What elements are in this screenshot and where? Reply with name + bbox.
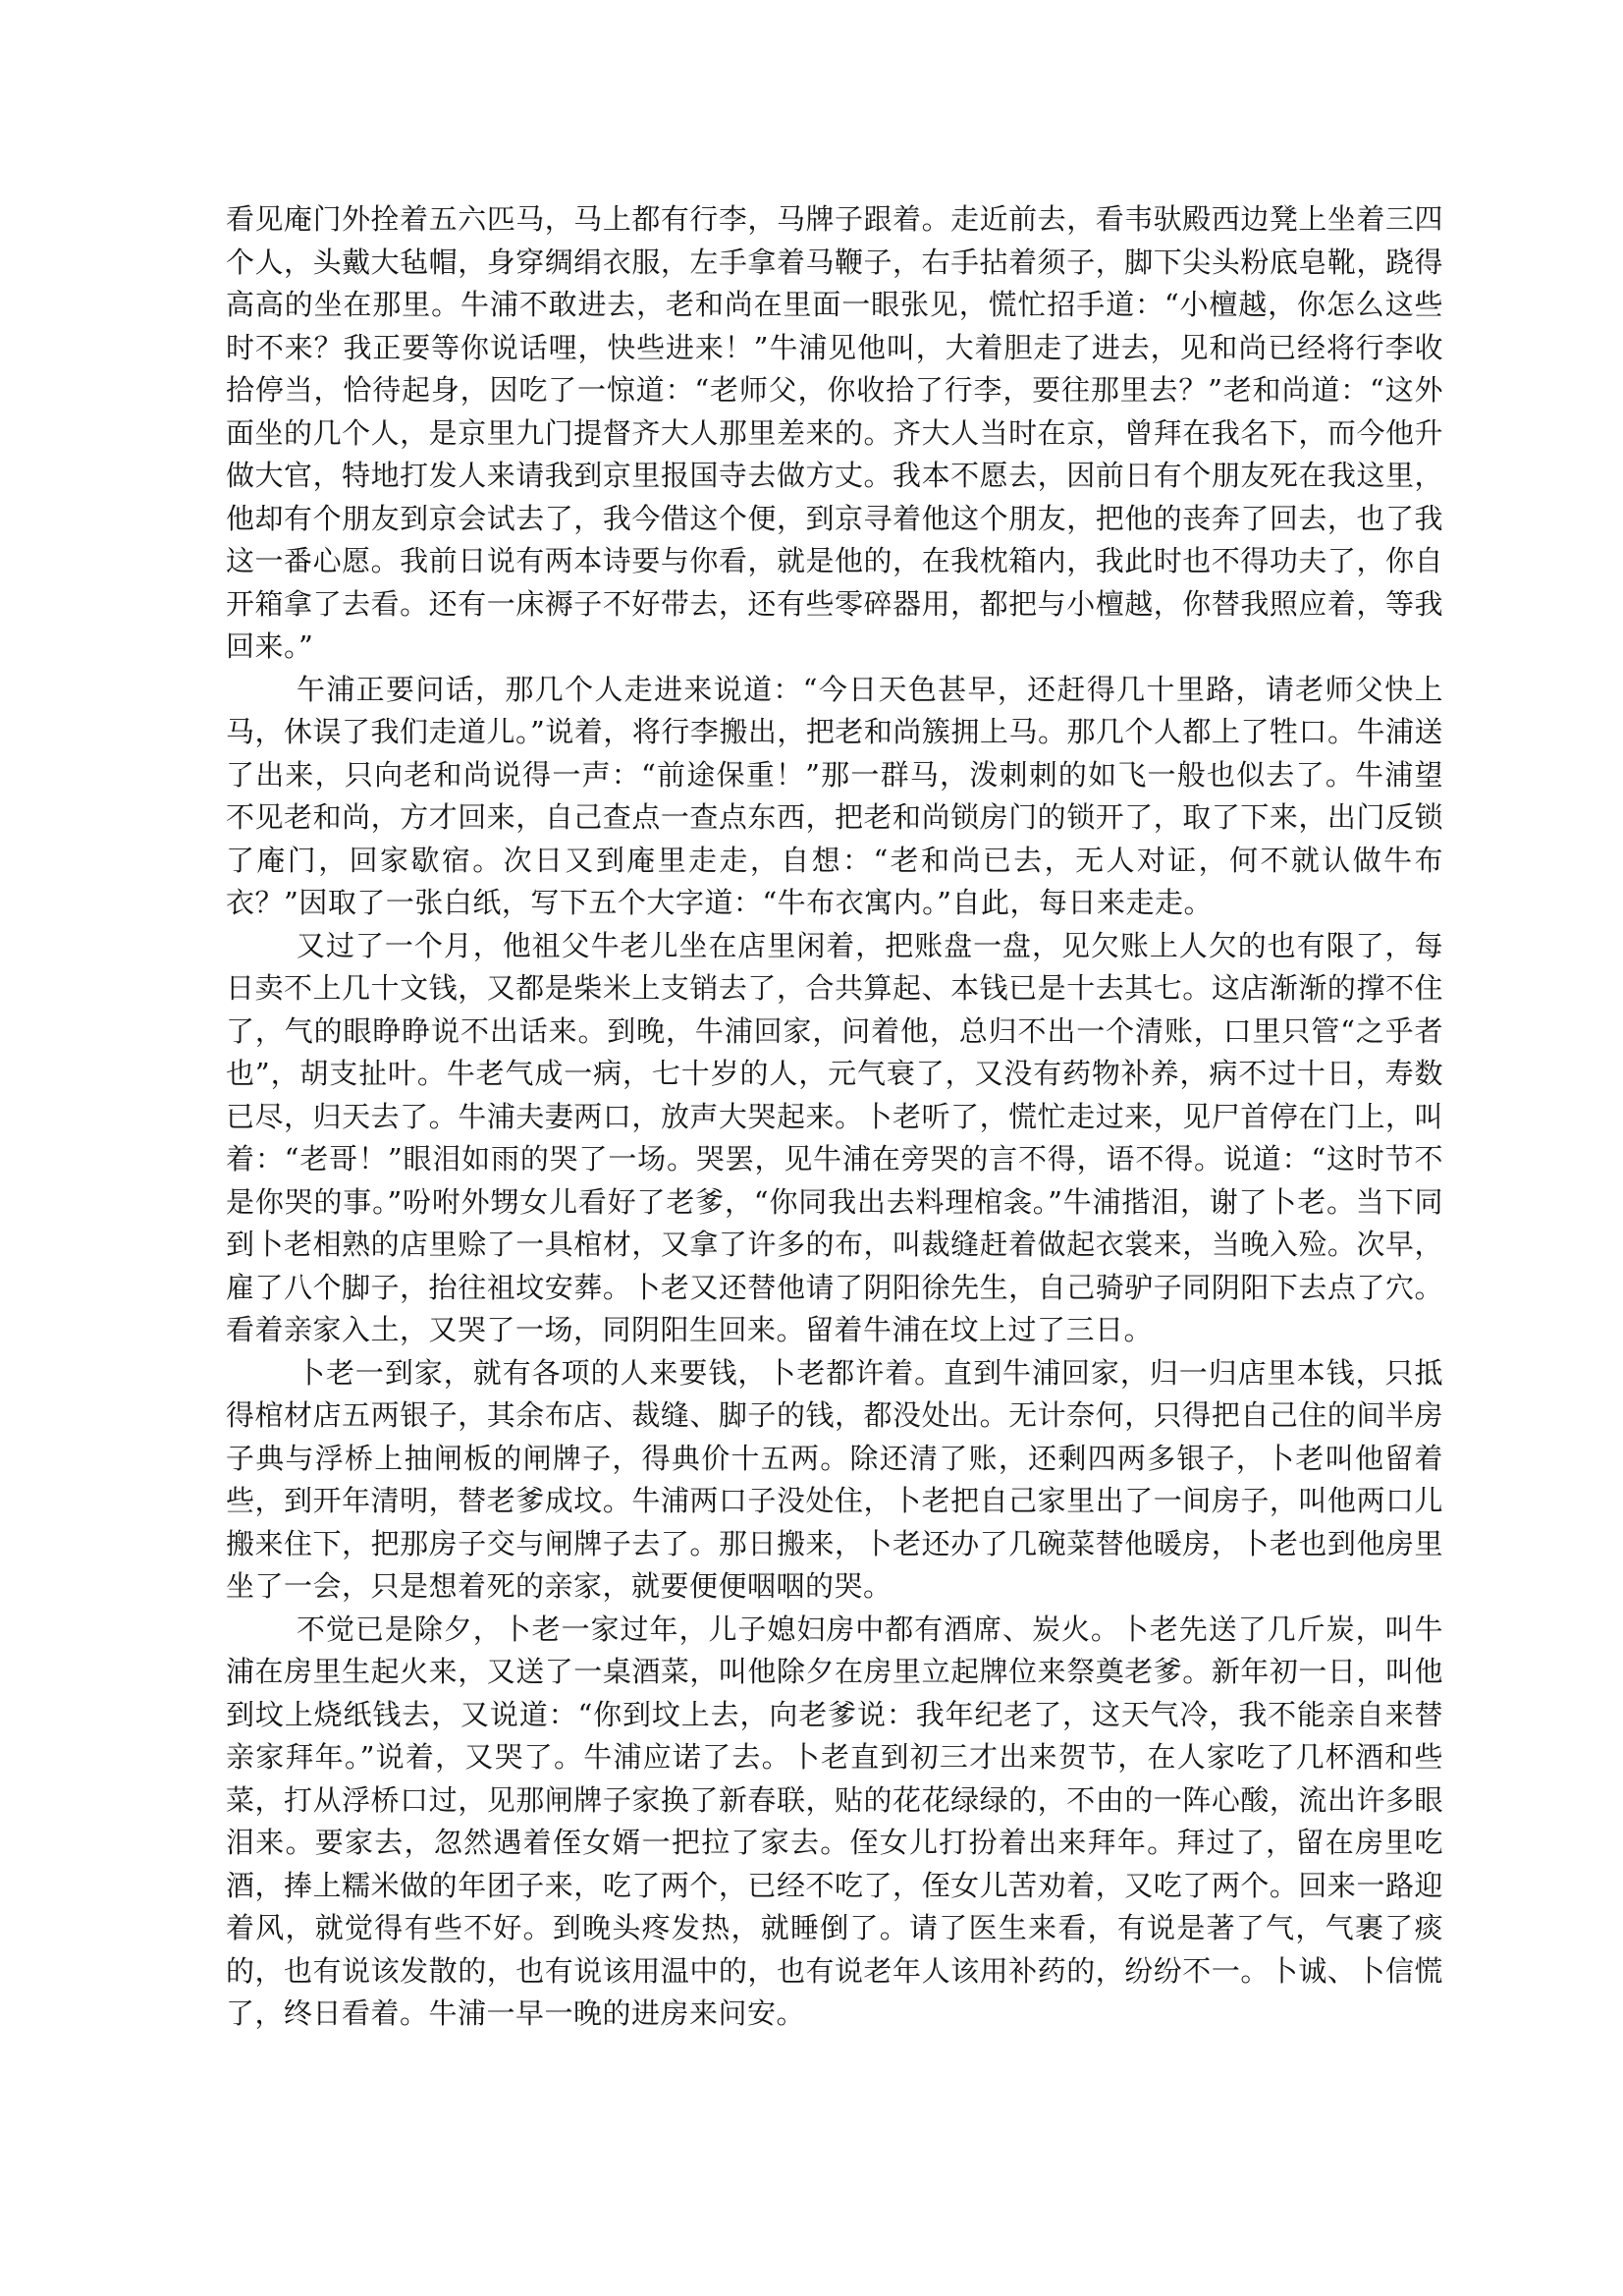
paragraph-3: 又过了一个月，他祖父牛老儿坐在店里闲着，把账盘一盘，见欠账上人欠的也有限了，每日卖不上几十文钱，又都是柴米上支销去了，合共算起、本钱已是十去其七。这店渐渐的撑不住了，气的眼睁睁说不出话来。到晚，牛浦回家，问着他，总归不出一个清账，口里只管“之乎者也”，胡支扯叶。牛老气成一病，七十岁的人，元气衰了，又没有药物补养，病不过十日，寿数已尽，归天去了。牛浦夫妻两口，放声大哭起来。卜老听了，慌忙走过来，见尸首停在门上，叫着：“老哥！”眼泪如雨的哭了一场。哭罢，见牛浦在旁哭的言不得，语不得。说道：“这时节不是你哭的事。”吩咐外甥女儿看好了老爹，“你同我出去料理棺衾。”牛浦揩泪，谢了卜老。当下同到卜老相熟的店里赊了一具棺材，又拿了许多的布，叫裁缝赶着做起衣裳来，当晚入殓。次早，雇了八个脚子，抬往祖坟安葬。卜老又还替他请了阴阳徐先生，自己骑驴子同阴阳下去点了穴。看着亲家入土，又哭了一场，同阴阳生回来。留着牛浦在坟上过了三日。: [226, 928, 1443, 1346]
paragraph-2: 午浦正要问话，那几个人走进来说道：“今日天色甚早，还赶得几十里路，请老师父快上马，休误了我们走道儿。”说着，将行李搬出，把老和尚簇拥上马。那几个人都上了牲口。牛浦送了出来，只向老和尚说得一声：“前途保重！”那一群马，泼刺刺的如飞一般也似去了。牛浦望不见老和尚，方才回来，自己查点一查点东西，把老和尚锁房门的锁开了，取了下来，出门反锁了庵门，回家歇宿。次日又到庵里走走，自想：“老和尚已去，无人对证，何不就认做牛布衣？”因取了一张白纸，写下五个大字道：“牛布衣寓内。”自此，每日来走走。: [226, 672, 1443, 919]
paragraph-5: 不觉已是除夕，卜老一家过年，儿子媳妇房中都有酒席、炭火。卜老先送了几斤炭，叫牛浦在房里生起火来，又送了一桌酒菜，叫他除夕在房里立起牌位来祭奠老爹。新年初一日，叫他到坟上烧纸钱去，又说道：“你到坟上去，向老爹说：我年纪老了，这天气冷，我不能亲自来替亲家拜年。”说着，又哭了。牛浦应诺了去。卜老直到初三才出来贺节，在人家吃了几杯酒和些菜，打从浮桥口过，见那闸牌子家换了新春联，贴的花花绿绿的，不由的一阵心酸，流出许多眼泪来。要家去，忽然遇着侄女婿一把拉了家去。侄女儿打扮着出来拜年。拜过了，留在房里吃酒，捧上糯米做的年团子来，吃了两个，已经不吃了，侄女儿苦劝着，又吃了两个。回来一路迎着风，就觉得有些不好。到晚头疼发热，就睡倒了。请了医生来看，有说是著了气，气裹了痰的，也有说该发散的，也有说该用温中的，也有说老年人该用补药的，纷纷不一。卜诚、卜信慌了，终日看着。牛浦一早一晚的进房来问安。: [226, 1612, 1443, 2030]
paragraph-1: 看见庵门外拴着五六匹马，马上都有行李，马牌子跟着。走近前去，看韦驮殿西边凳上坐着三四个人，头戴大毡帽，身穿绸绢衣服，左手拿着马鞭子，右手拈着须子，脚下尖头粉底皂靴，跷得高高的坐在那里。牛浦不敢进去，老和尚在里面一眼张见，慌忙招手道：“小檀越，你怎么这些时不来？我正要等你说话哩，快些进来！”牛浦见他叫，大着胆走了进去，见和尚已经将行李收拾停当，恰待起身，因吃了一惊道：“老师父，你收拾了行李，要往那里去？”老和尚道：“这外面坐的几个人，是京里九门提督齐大人那里差来的。齐大人当时在京，曾拜在我名下，而今他升做大官，特地打发人来请我到京里报国寺去做方丈。我本不愿去，因前日有个朋友死在我这里，他却有个朋友到京会试去了，我今借这个便，到京寻着他这个朋友，把他的丧奔了回去，也了我这一番心愿。我前日说有两本诗要与你看，就是他的，在我枕箱内，我此时也不得功夫了，你自开箱拿了去看。还有一床褥子不好带去，还有些零碎器用，都把与小檀越，你替我照应着，等我回来。”: [226, 202, 1443, 663]
paragraph-4: 卜老一到家，就有各项的人来要钱，卜老都许着。直到牛浦回家，归一归店里本钱，只抵得棺材店五两银子，其余布店、裁缝、脚子的钱，都没处出。无计奈何，只得把自己住的间半房子典与浮桥上抽闸板的闸牌子，得典价十五两。除还清了账，还剩四两多银子，卜老叫他留着些，到开年清明，替老爹成坟。牛浦两口子没处住，卜老把自己家里出了一间房子，叫他两口儿搬来住下，把那房子交与闸牌子去了。那日搬来，卜老还办了几碗菜替他暖房，卜老也到他房里坐了一会，只是想着死的亲家，就要便便咽咽的哭。: [226, 1355, 1443, 1603]
text-block: [226, 198, 1443, 2036]
